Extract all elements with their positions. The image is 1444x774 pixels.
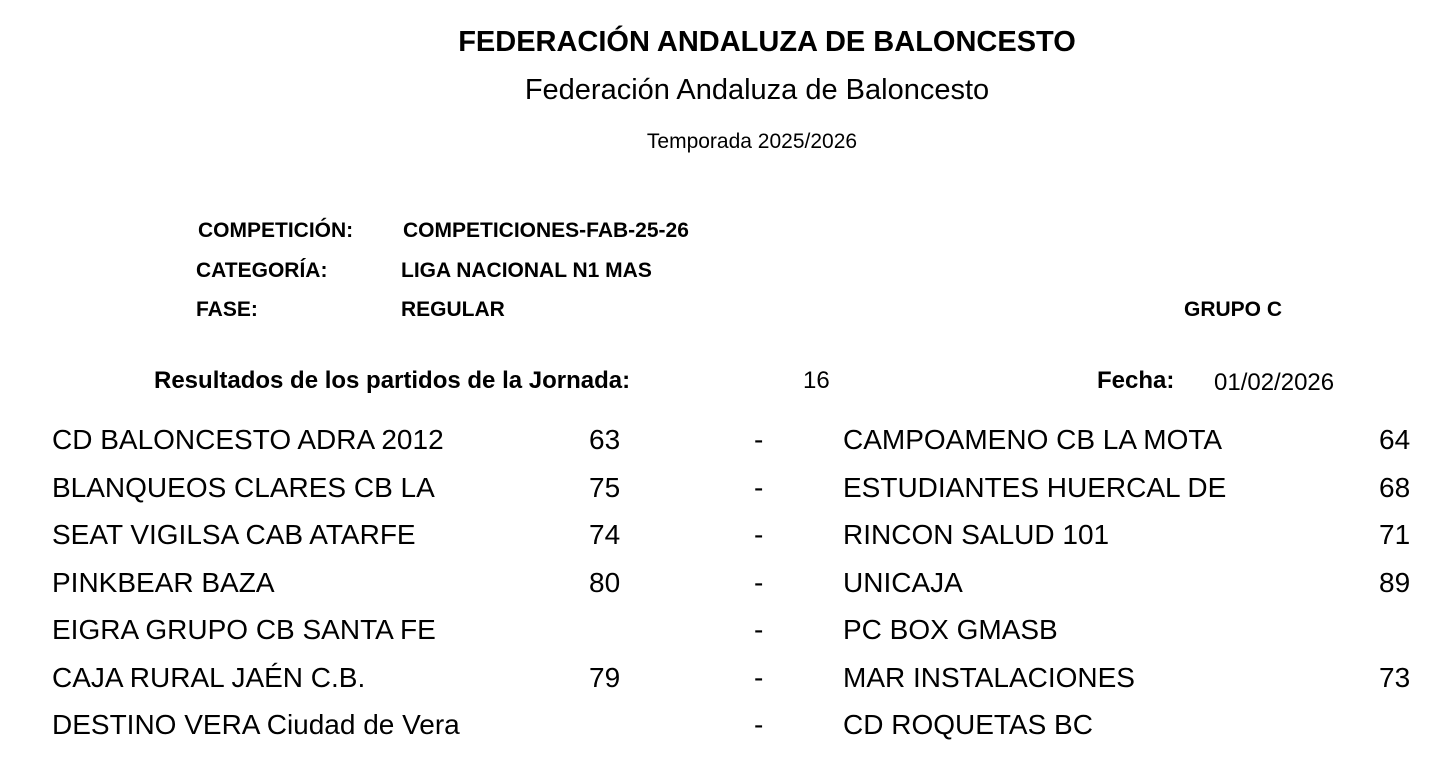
- home-team: DESTINO VERA Ciudad de Vera: [52, 709, 460, 740]
- grupo-value: GRUPO C: [1184, 298, 1283, 321]
- home-score: 79: [589, 661, 621, 693]
- score-separator: -: [754, 566, 764, 598]
- away-score: 89: [1379, 566, 1411, 598]
- result-row: [0, 703, 1444, 751]
- fase-label: FASE:: [196, 298, 258, 321]
- score-separator: -: [754, 424, 764, 455]
- away-score: 68: [1379, 471, 1411, 503]
- home-team: BLANQUEOS CLARES CB LA: [52, 471, 435, 503]
- away-score: 64: [1379, 424, 1411, 455]
- score-separator: -: [754, 519, 764, 550]
- competicion-value: COMPETICIONES-FAB-25-26: [403, 219, 689, 242]
- away-score: 71: [1379, 519, 1411, 550]
- jornada-label: Resultados de los partidos de la Jornada:: [154, 367, 631, 394]
- categoria-label: CATEGORÍA:: [196, 259, 328, 282]
- result-row: [0, 561, 1444, 609]
- score-separator: -: [754, 709, 764, 740]
- fecha-value: 01/02/2026: [1214, 369, 1335, 396]
- away-team: ESTUDIANTES HUERCAL DE: [843, 471, 1227, 503]
- fecha-label: Fecha:: [1097, 367, 1175, 394]
- home-team: CD BALONCESTO ADRA 2012: [52, 424, 444, 455]
- away-team: RINCON SALUD 101: [843, 519, 1110, 550]
- result-row: [0, 608, 1444, 656]
- home-score: 63: [589, 424, 621, 455]
- home-team: PINKBEAR BAZA: [52, 566, 275, 598]
- away-team: MAR INSTALACIONES: [843, 661, 1135, 693]
- home-team: CAJA RURAL JAÉN C.B.: [52, 661, 366, 693]
- competicion-label: COMPETICIÓN:: [198, 219, 354, 242]
- score-separator: -: [754, 471, 764, 503]
- away-team: PC BOX GMASB: [843, 614, 1058, 645]
- home-team: SEAT VIGILSA CAB ATARFE: [52, 519, 416, 550]
- away-team: UNICAJA: [843, 566, 963, 598]
- home-team: EIGRA GRUPO CB SANTA FE: [52, 614, 436, 645]
- result-row: [0, 418, 1444, 466]
- season-label: Temporada 2025/2026: [646, 130, 858, 153]
- document-title: FEDERACIÓN ANDALUZA DE BALONCESTO: [458, 26, 1076, 58]
- result-row: [0, 513, 1444, 561]
- home-score: 74: [589, 519, 621, 550]
- score-separator: -: [754, 661, 764, 693]
- away-team: CAMPOAMENO CB LA MOTA: [843, 424, 1223, 455]
- score-separator: -: [754, 614, 764, 645]
- document-subtitle: Federación Andaluza de Baloncesto: [524, 74, 990, 106]
- result-row: [0, 656, 1444, 704]
- jornada-value: 16: [803, 367, 830, 394]
- away-score: 73: [1379, 661, 1411, 693]
- home-score: 75: [589, 471, 621, 503]
- categoria-value: LIGA NACIONAL N1 MAS: [401, 259, 652, 282]
- fase-value: REGULAR: [401, 298, 505, 321]
- away-team: CD ROQUETAS BC: [843, 709, 1093, 740]
- home-score: 80: [589, 566, 621, 598]
- results-list: [0, 418, 1444, 751]
- result-row: [0, 466, 1444, 514]
